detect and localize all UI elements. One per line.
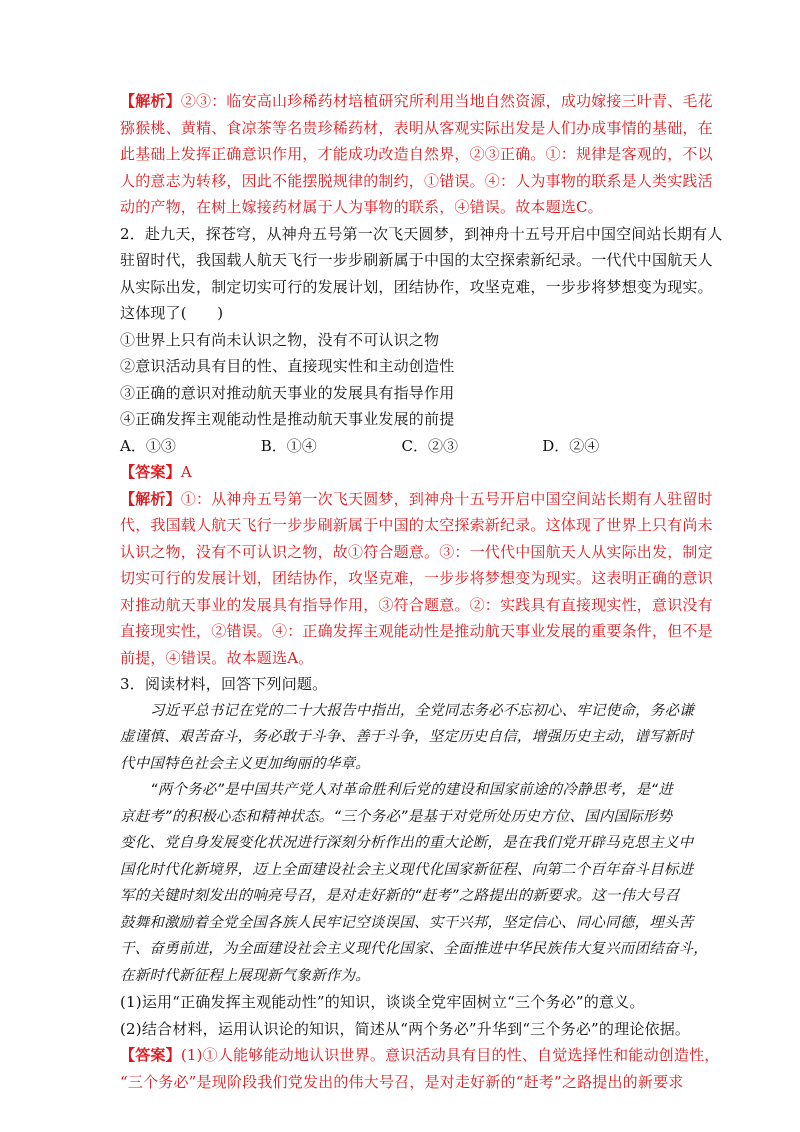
option-a: A．①③ [120,436,176,455]
answer-tag: 【答案】 [120,1046,181,1064]
answer-tag: 【答案】 [120,463,181,481]
sub-question-2: (2)结合材料，运用认识论的知识，简述从“两个务必”升华到“三个务必”的理论依据。 [120,1019,691,1038]
analysis-line: 动的产物，在树上嫁接药材属于人为事物的联系，④错误。故本题选C。 [120,198,603,216]
analysis-line: 【解析】①：从神舟五号第一次飞天圆梦，到神舟十五号开启中国空间站长期有人驻留时 [120,489,713,508]
material-paragraph: 干、奋勇前进，为全面建设社会主义现代化国家、全面推进中华民族伟大复兴而团结奋斗， [120,941,708,957]
analysis-line: 直接现实性，②错误。④：正确发挥主观能动性是推动航天事业发展的重要条件，但不是 [120,622,713,640]
material-paragraph: 京赶考”的积极心态和精神状态。“三个务必”是基于对党所处历史方位、国内国际形势 [120,808,673,825]
question-2-options [120,433,683,460]
analysis-line: 代，我国载人航天飞行一步步刷新属于中国的太空探索新纪录。这体现了世界上只有尚未 [120,516,713,534]
analysis-line: 认识之物，没有不可认识之物，故①符合题意。③：一代代中国航天人从实际出发，制定 [120,542,713,561]
analysis-line: 人的意志为转移，因此不能摆脱规律的制约，①错误。④：人为事物的联系是人类实践活 [120,171,713,190]
material-paragraph: 代中国特色社会主义更加绚丽的华章。 [120,755,370,772]
analysis-tag: 【解析】 [120,489,181,508]
option-b: B．①④ [260,436,317,455]
question-2-item: ②意识活动具有目的性、直接现实性和主动创造性 [120,357,455,375]
question-2-item: ③正确的意识对推动航天事业的发展具有指导作用 [120,383,455,402]
analysis-line: 【解析】②③：临安高山珍稀药材培植研究所利用当地自然资源，成功嫁接三叶青、毛花 [120,92,713,110]
question-2-stem: 从实际出发，制定切实可行的发展计划，团结协作，攻坚克难，一步步将梦想变为现实。 [120,277,713,296]
analysis-line: 猕猴桃、黄精、食凉茶等名贵珍稀药材，表明从客观实际出发是人们办成事情的基础，在 [120,118,713,137]
material-paragraph: 习近平总书记在党的二十大报告中指出，全党同志务必不忘初心、牢记使命，务必谦 [150,702,694,719]
document-page [120,88,723,1095]
answer-line: “三个务必”是现阶段我们党发出的伟大号召，是对走好新的“赶考”之路提出的新要求 [120,1072,684,1091]
question-2-stem: 驻留时代，我国载人航天飞行一步步刷新属于中国的太空探索新纪录。一代代中国航天人 [120,251,713,269]
answer-value: A [180,463,192,481]
material-paragraph: 变化、党自身发展变化状况进行深刻分析作出的重大论断，是在我们党开辟马克思主义中 [120,835,694,851]
question-2-item: ①世界上只有尚未认识之物，没有不可认识之物 [120,330,440,349]
material-paragraph: 鼓舞和激励着全党全国各族人民牢记空谈误国、实干兴邦，坚定信心、同心同德，埋头苦 [120,914,694,931]
analysis-line: 切实可行的发展计划，团结协作，攻坚克难，一步步将梦想变为现实。这表明正确的意识 [120,569,713,587]
answer-line: 【答案】(1)①人能够能动地认识世界。意识活动具有目的性、自觉选择性和能动创造性， [120,1046,720,1064]
material-paragraph: 国化时代化新境界，迈上全面建设社会主义现代化国家新征程、向第二个百年奋斗目标进 [120,861,694,878]
question-3-stem: 3．阅读材料，回答下列问题。 [120,675,328,693]
analysis-line: 此基础上发挥正确意识作用，才能成功改造自然界，②③正确。①：规律是客观的，不以 [120,145,713,163]
sub-question-1: (1)运用“正确发挥主观能动性”的知识，谈谈全党牢固树立“三个务必”的意义。 [120,993,645,1011]
analysis-tag: 【解析】 [120,92,181,110]
answer-line [120,459,683,486]
question-2-item: ④正确发挥主观能动性是推动航天事业发展的前提 [120,410,455,428]
analysis-line: 对推动航天事业的发展具有指导作用，③符合题意。②：实践具有直接现实性，意识没有 [120,595,713,614]
question-2-stem: 2．赴九天，探苍穹，从神舟五号第一次飞天圆梦，到神舟十五号开启中国空间站长期有人 [120,224,723,243]
option-c: C．②③ [401,436,458,455]
material-paragraph: 在新时代新征程上展现新气象新作为。 [120,967,370,984]
material-paragraph: “两个务必”是中国共产党人对革命胜利后党的建设和国家前途的冷静思考，是“进 [150,782,673,798]
analysis-line: 前提，④错误。故本题选A。 [120,648,314,667]
question-2-stem: 这体现了( ) [120,304,224,322]
option-d: D．②④ [542,436,600,455]
material-paragraph: 军的关键时刻发出的响亮号召，是对走好新的“赶考”之路提出的新要求。这一伟大号召 [120,888,680,904]
material-paragraph: 虚谨慎、艰苦奋斗，务必敢于斗争、善于斗争，坚定历史自信，增强历史主动，谱写新时 [120,729,694,745]
